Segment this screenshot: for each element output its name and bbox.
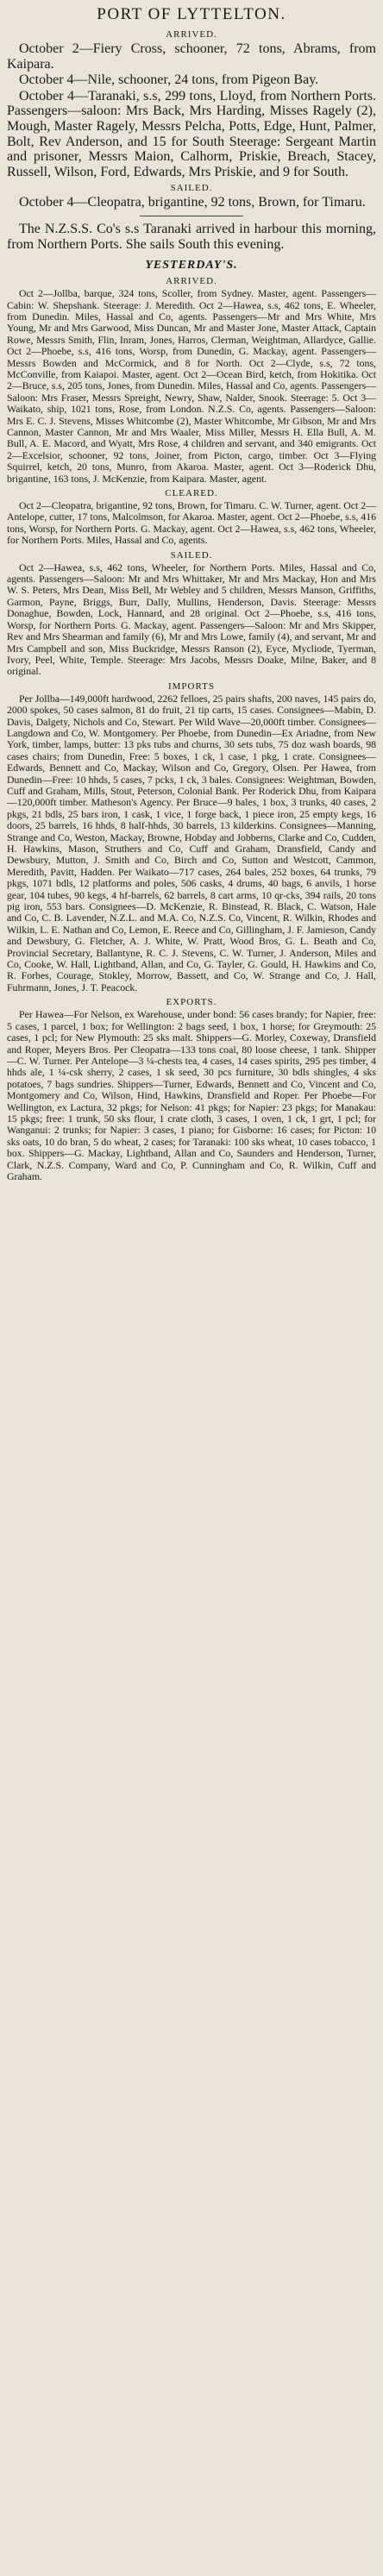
imports-list: Per Jollba—149,000ft hardwood, 2262 felloes, 25 pairs shafts, 200 naves, 145 pairs do, 2000 spokes, 50 cases salmon, 81 do fruit, 21 tip carts, 15 cases. Consignees—Mabin, D. Davis, Dalgety, Nichols and Co, Stewart. Per Wild Wave—20,000ft timber. Consignees—Langdown and Co, W. Montgomery. Per Phoebe, from Dunedin—Ex Ariadne, from New York, timber, lamps, butter: 13 pks tubs and churns, 30 sets tubs, 75 doz wash boards, 98 cases chairs; from Dunedin, Free: 5 boxes, 1 ck, 1 case, 1 pkg, 1 crate. Consignees—Edwards, Bennett and Co, Mackay, Wilson and Co, Gregory, Olsen. Per Hawea, from Dunedin—Free: 10 hhds, 5 cases, 7 pcks, 1 ck, 3 bales. Consignees: Weightman, Bowden, Cuff and Graham, Mills, Stout, Peterson, Colonial Bank. Per Roderick Dhu, from Kaipara—120,000ft timber. Matheson's Agency. Per Bruce—9 bales, 1 box, 3 trunks, 40 cases, 2 pkgs, 21 bdls, 25 bars iron, 1 cask, 1 vice, 1 forge back, 1 piece iron, 25 empty kegs, 16 doors, 25 barrels, 16 hhds, 8 half-hhds, 30 barrels, 13 kilderkins. Consignees—Manning, Strange and Co, Weston, Mackay, Browne, Hobday and Jobberns, Clarke and Co, Cudden, H. Hawkins, Mason, Struthers and Co, Cuff and Graham, Dransfield, Candy and Dewsbury, Mutton, J. Smith and Co, Birch and Co, Sutton and Westcott, Cammon, Meredith, Pavitt, Hadden. Per Waikato—717 cases, 264 bales, 252 boxes, 64 trunks, 79 pkgs, 1071 bdls, 12 platforms and poles, 506 casks, 4 drums, 40 bags, 6 anvils, 1 horse gear, 104 tubes, 90 kegs, 4 hf-barrels, 62 barrels, 8 cart arms, 10 qr-cks, 394 rails, 20 tons pig iron, 553 bars. Consignees—D. McKenzie, R. Binstead, R. Black, C. Watson, Hale and Co, C. B. Lavender, N.Z.L. and M.A. Co, N.Z.S. Co, Vincent, R. Wilkin, Rhodes and Wilkin, L. E. Nathan and Co, Lemon, E. Reece and Co, Gillingham, J. F. Jamieson, Candy and Dewsbury, G. Fletcher, A. J. White, W. Pratt, Wood Bros, G. L. Beath and Co, Provincial Secretary, Ballantyne, R. C. J. Stevens, C. W. Turner, J. Anderson, Miles and Co, Cooke, W. Hall, Lightband, Allan, and Co, G. Tayler, G. Gould, H. Hawkins and Co, R. Forbes, Courage, Stokley, Morrow, Bassett, and Co, W. Strange and Co, J. Hall, Fuhrmann, Jones, J. T. Peacock.	[7, 692, 376, 993]
imports-heading: IMPORTS	[167, 680, 216, 692]
arrived-heading-2: ARRIVED.	[166, 276, 217, 287]
exports-list: Per Hawea—For Nelson, ex Warehouse, under bond: 56 cases brandy; for Napier, free: 5 cases, 1 parcel, 1 box; for Wellington: 2 bags seed, 1 box, 1 horse; for Greymouth: 25 cases, 1 pcl; for New Plymouth: 25 sks malt. Shippers—G. Morley, Coxeway, Dransfield and Roper, Meyers Bros. Per Cleopatra—133 tons coal, 80 loose cheese, 1 tank. Shipper—C. W. Turner. Per Antelope—3 ¼-chests tea, 4 cases, 14 cases spirits, 295 pes timber, 4 hhds ale, 1 ¼-csk sherry, 2 cases, 1 sk seed, 30 pcs furniture, 30 bdls shingles, 4 sks potatoes, 7 bags sundries. Shippers—Turner, Edwards, Bennett and Co, Vincent and Co, Montgomery and Co, Wilson, Hind, Hawkins, Dransfield and Roper. Per Phoebe—For Wellington, ex Lactura, 32 pkgs; for Nelson: 41 pkgs; for Napier: 23 pkgs; for Manakau: 15 pkgs; free: 1 trunk, 50 sks flour, 1 crate cloth, 3 cases, 1 oven, 1 ck, 1 grt, 1 pcl; for Wanganui: 2 trunks; for Napier: 3 cases, 1 piano; for Gisborne: 16 cases; for Picton: 10 sks oats, 10 do bran, 5 do wheat, 2 cases; for Taranaki: 100 sks wheat, 10 cases tobacco, 1 box. Shippers—G. Mackay, Lightband, Allan and Co, Saunders and Henderson, Turner, Clark, N.Z.S. Company, Ward and Co, P. Cunningham and Co, R. Wilkin, Cuff and Graham.	[7, 1008, 376, 1182]
sailed-heading: SAILED.	[170, 183, 213, 194]
arrival-paragraph: October 4—Taranaki, s.s, 299 tons, Lloyd, from Northern Ports. Passengers—saloon: Mrs Back, Mrs Harding, Misses Ragely (2), Mough, Master Ragely, Messrs Pelcha, Potts, Edge, Hunt, Palmer, Bolt, Rev Anderson, and 15 for South Steerage: Sergeant Martin and prisoner, Messrs Maion, Calhorm, Priskie, Breach, Stacey, Russell, Wilson, Ford, Edwards, Mrs Priskie, and 9 for South.	[7, 88, 376, 179]
arrival-paragraph: October 2—Fiery Cross, schooner, 72 tons, Abrams, from Kaipara.	[7, 41, 376, 72]
exports-heading: EXPORTS.	[166, 997, 217, 1008]
news-column	[7, 0, 376, 1182]
arrival-paragraph: October 4—Nile, schooner, 24 tons, from Pigeon Bay.	[19, 72, 319, 88]
arrivals-list: Oct 2—Jollba, barque, 324 tons, Scoller, from Sydney. Master, agent. Passengers—Cabin: W. Shepshank. Steerage: J. Meredith. Oct 2—Hawea, s.s, 462 tons, E. Wheeler, from Dunedin. Miles, Hassal and Co, agents. Passengers—Mr and Mrs White, Mrs Young, Mr and Mrs Garwood, Miss Duncan, Mr and Master Jone, Master Attack, Captain Rowe, Messrs Smith, Flin, Inram, Jones, Harros, Clerman, Weightman, Allardyce, Gallie. Oct 2—Phoebe, s.s, 416 tons, Worsp, from Dunedin, G. Mackay, agent. Passengers—Messrs Bowden and McCormick, and 8 for North. Oct 2—Clyde, s.s, 72 tons, McConville, from Kaiapoi. Master, agent. Oct 2—Ocean Bird, ketch, from Hokitika. Oct 2—Bruce, s.s, 205 tons, Jones, from Dunedin. Miles, Hassal and Co, agents. Passengers—Saloon: Mrs Fraser, Messrs Spreight, Newry, Shaw, Nalder, Snook. Steerage: 5. Oct 3—Waikato, ship, 1021 tons, Rose, from London. N.Z.S. Co, agents. Passengers—Saloon: Mrs E. C. J. Stevens, Misses Whitcombe (2), Master Whitcombe, Mr Gibson, Mr and Mrs Cannon, Master Cannon, Mr and Mrs Waaler, Miss Miller, Messrs H. Ella Bull, A. M. Bull, A. E. Macord, and Wyatt, Mrs Rose, 4 children and servant, and 340 emigrants. Oct 2—Excelsior, schooner, 92 tons, Joiner, from Picton, cargo, timber. Oct 3—Flying Squirrel, ketch, 20 tons, Munro, from Akaroa. Master, agent. Oct 3—Roderick Dhu, brigantine, 163 tons, J. McKenzie, from Kaipara. Master, agent.	[7, 287, 376, 485]
cleared-list: Oct 2—Cleopatra, brigantine, 92 tons, Brown, for Timaru. C. W. Turner, agent. Oct 2—Antelope, cutter, 17 tons, Malcolmson, for Akaroa. Master, agent. Oct 2—Phoebe, s.s, 416 tons, Worsp, for Northern Ports. G. Mackay, agent. Oct 2—Hawea, s.s, 462 tons, Wheeler, for Northern Ports. Miles, Hassal and Co, agents.	[7, 499, 376, 547]
sailing-paragraph: October 4—Cleopatra, brigantine, 92 tons, Brown, for Timaru.	[19, 195, 366, 210]
note-paragraph: The N.Z.S.S. Co's s.s Taranaki arrived in harbour this morning, from Northern Ports. She sails South this evening.	[7, 221, 376, 252]
sailed-heading-2: SAILED.	[170, 549, 213, 561]
cleared-heading: CLEARED.	[165, 488, 218, 499]
arrived-heading: ARRIVED.	[166, 29, 217, 40]
page-title: PORT OF LYTTELTON.	[97, 5, 286, 23]
sailed-list: Oct 2—Hawea, s.s, 462 tons, Wheeler, for Northern Ports. Miles, Hassal and Co, agents. Passengers—Saloon: Mr and Mrs Whittaker, Mr and Mrs Mackay, Hon and Mrs W. S. Peters, Mrs Dean, Miss Bell, Mr Webley and 5 children, Messrs Manson, Griffiths, Garmon, Payne, Briggs, Burr, Dally, Mullins, Henderson, Davis. Steerage: Messrs Donaghue, Bowden, Lock, Hannard, and 28 original. Oct 2—Phoebe, s.s, 416 tons, Worsp, for Northern Ports. G. Mackay, agent. Passengers—Saloon: Mr and Mrs Skipper, Rev and Mrs Shearman and family (6), Mr and Mrs Lowe, family (4), and servant, Mr and Mrs Campbell and son, Miss Buckridge, Messrs Ranson (2), Eyce, Mycliode, Tyerman, Ivory, Peel, White, Temple. Steerage: Mrs Jacobs, Messrs Doake, Milne, Baker, and 8 original.	[7, 561, 376, 678]
yesterdays-heading: YESTERDAY'S.	[145, 259, 238, 273]
